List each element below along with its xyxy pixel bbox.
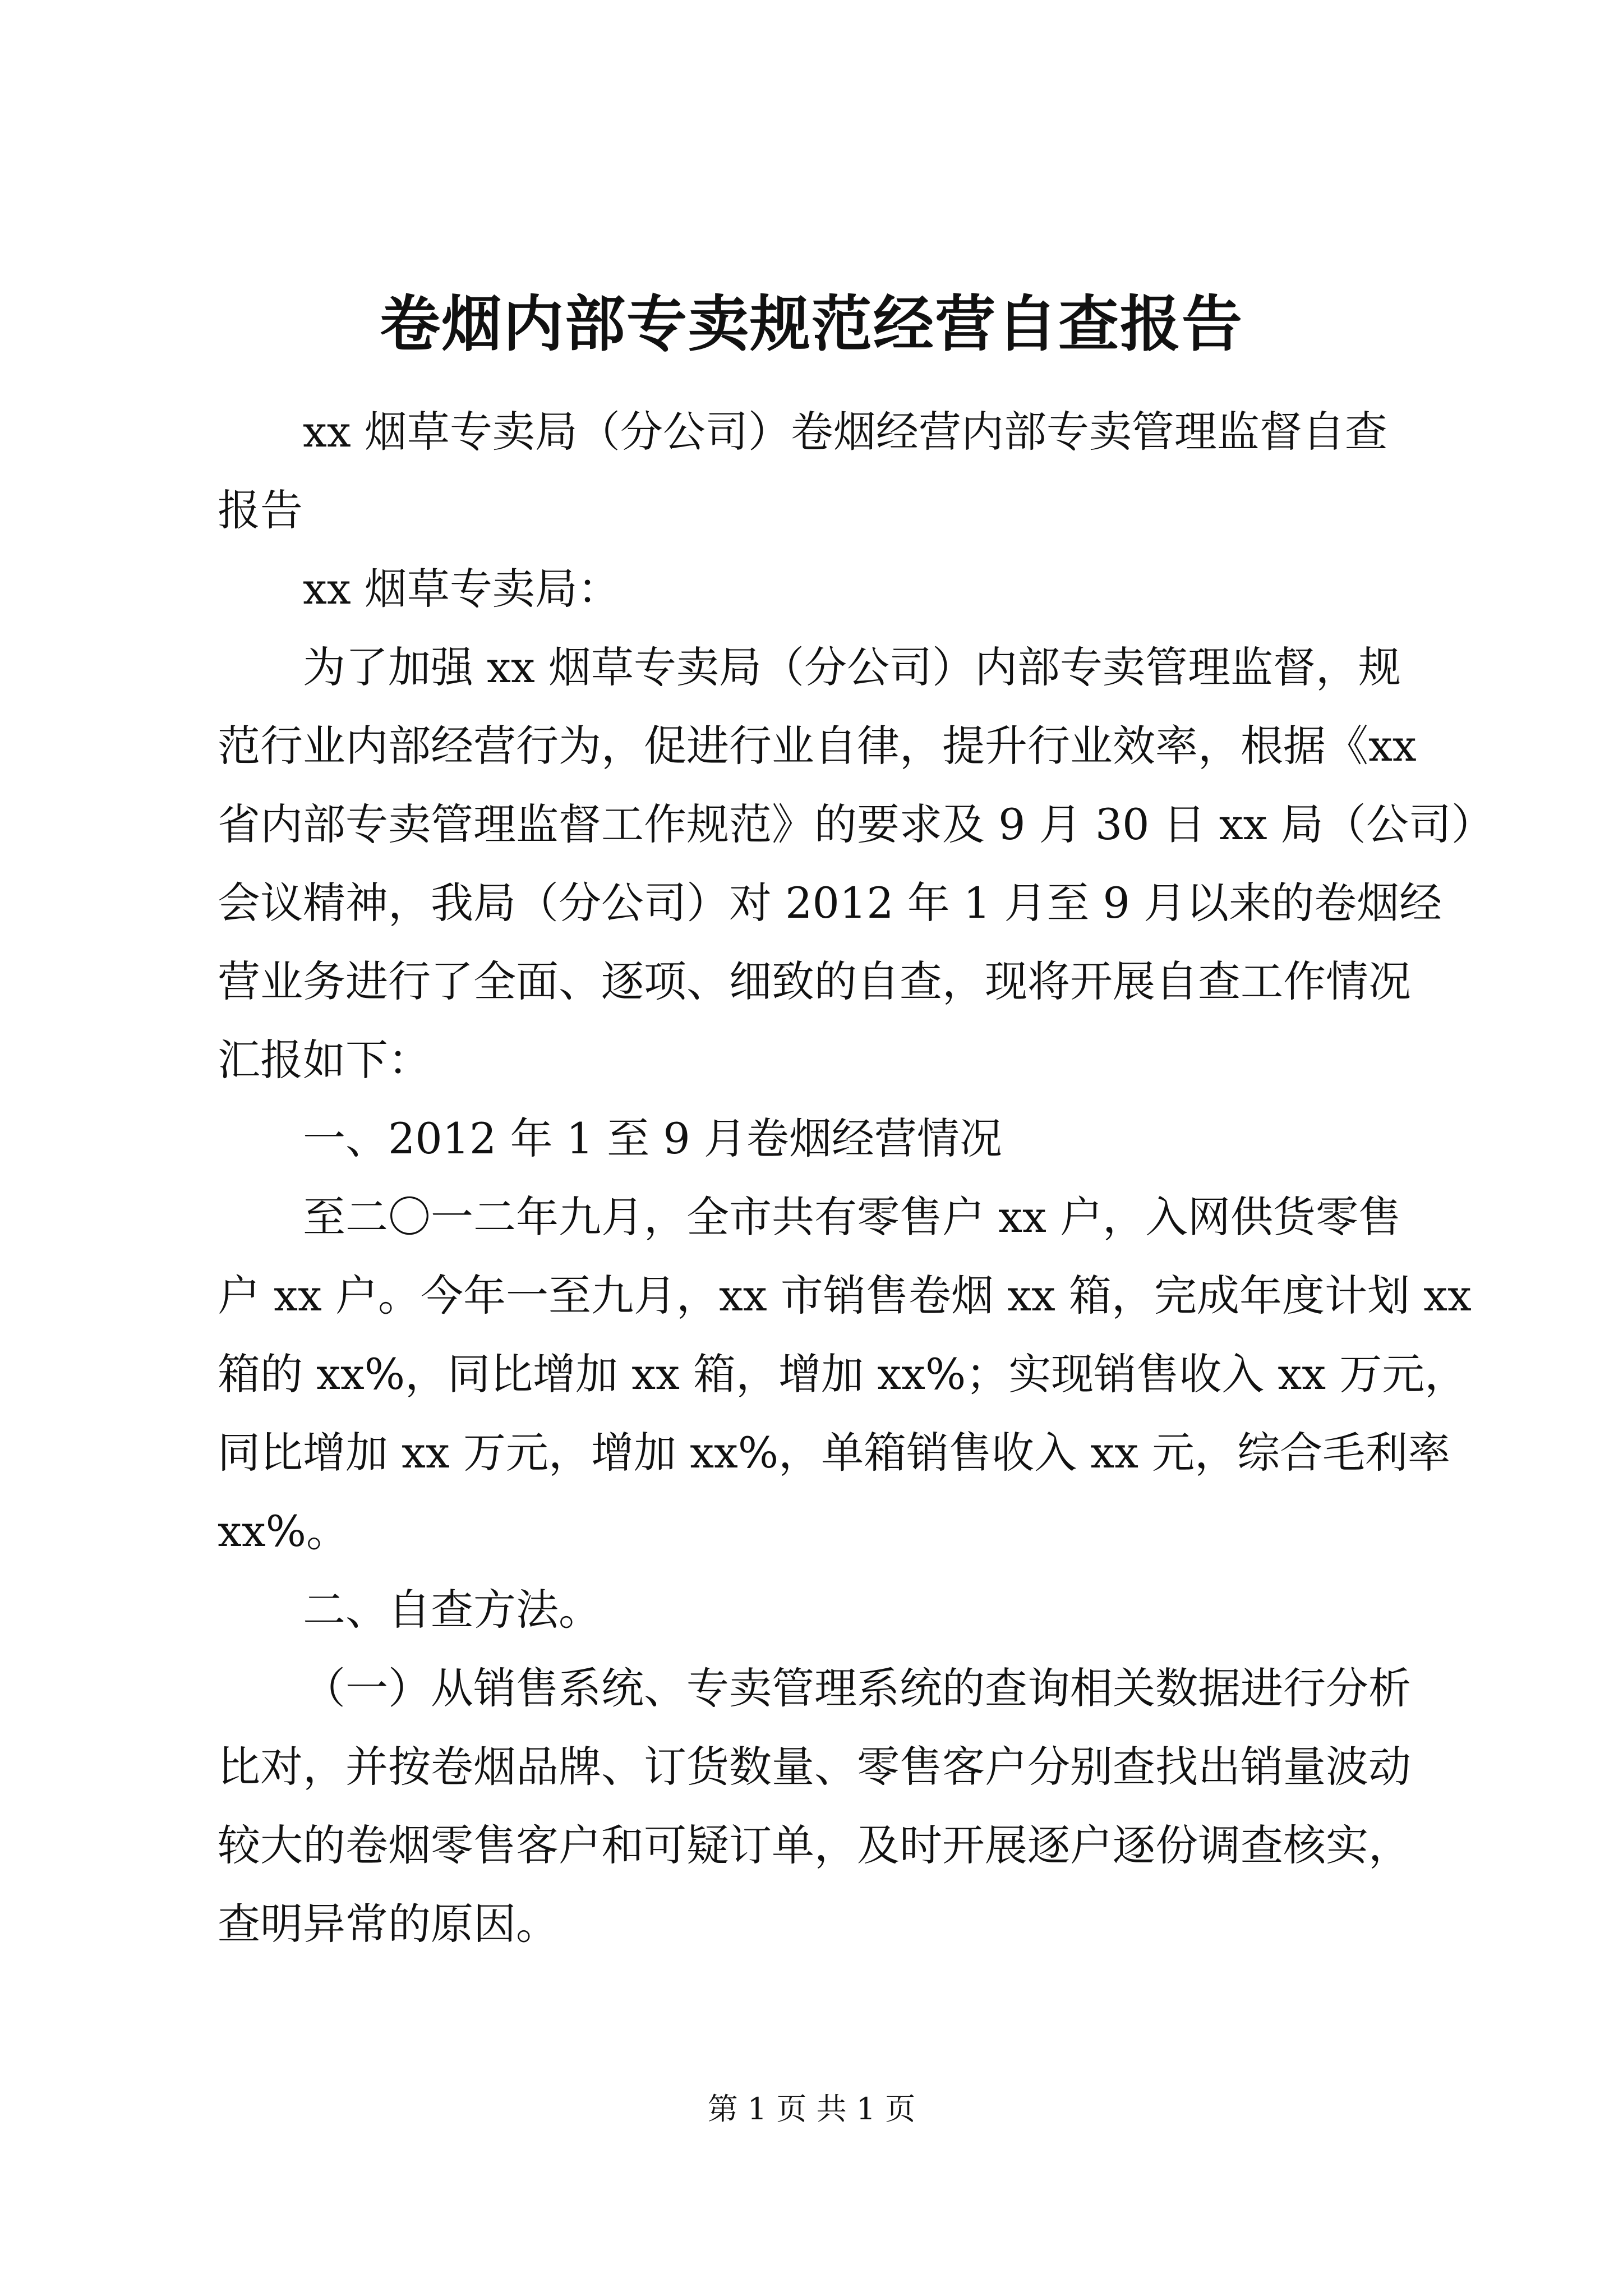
body-line: 范行业内部经营行为，促进行业自律，提升行业效率，根据《xx (218, 721, 1417, 771)
page-footer: 第 1 页 共 1 页 (707, 2091, 916, 2127)
salutation: xx 烟草专卖局： (303, 564, 620, 614)
body-line: 较大的卷烟零售客户和可疑订单，及时开展逐户逐份调查核实， (218, 1820, 1411, 1870)
body-line: xx%。 (218, 1506, 349, 1556)
body-line: 查明异常的原因。 (218, 1899, 559, 1949)
body-line: 比对，并按卷烟品牌、订货数量、零售客户分别查找出销量波动 (218, 1742, 1411, 1792)
body-line: 至二〇一二年九月，全市共有零售户 xx 户，入网供货零售 (303, 1192, 1401, 1242)
body-line: 箱的 xx%，同比增加 xx 箱，增加 xx%；实现销售收入 xx 万元， (218, 1349, 1468, 1399)
section-heading: 二、自查方法。 (303, 1585, 601, 1635)
body-line: 营业务进行了全面、逐项、细致的自查，现将开展自查工作情况 (218, 956, 1411, 1006)
section-heading: 一、2012 年 1 至 9 月卷烟经营情况 (303, 1114, 1002, 1163)
body-line: 同比增加 xx 万元，增加 xx%，单箱销售收入 xx 元，综合毛利率 (218, 1428, 1451, 1478)
body-line: （一）从销售系统、专卖管理系统的查询相关数据进行分析 (303, 1663, 1411, 1713)
body-line: 为了加强 xx 烟草专卖局（分公司）内部专卖管理监督，规 (303, 642, 1401, 692)
body-line: 会议精神，我局（分公司）对 2012 年 1 月至 9 月以来的卷烟经 (218, 878, 1442, 928)
body-line: 省内部专卖管理监督工作规范》的要求及 9 月 30 日 xx 局（公司） (218, 799, 1494, 849)
body-line: 户 xx 户。今年一至九月，xx 市销售卷烟 xx 箱，完成年度计划 xx (218, 1271, 1472, 1320)
body-line: 报告 (218, 485, 303, 535)
body-line: 汇报如下： (218, 1035, 431, 1085)
body-line: xx 烟草专卖局（分公司）卷烟经营内部专卖管理监督自查 (303, 407, 1387, 457)
document-title: 卷烟内部专卖规范经营自查报告 (379, 289, 1243, 360)
